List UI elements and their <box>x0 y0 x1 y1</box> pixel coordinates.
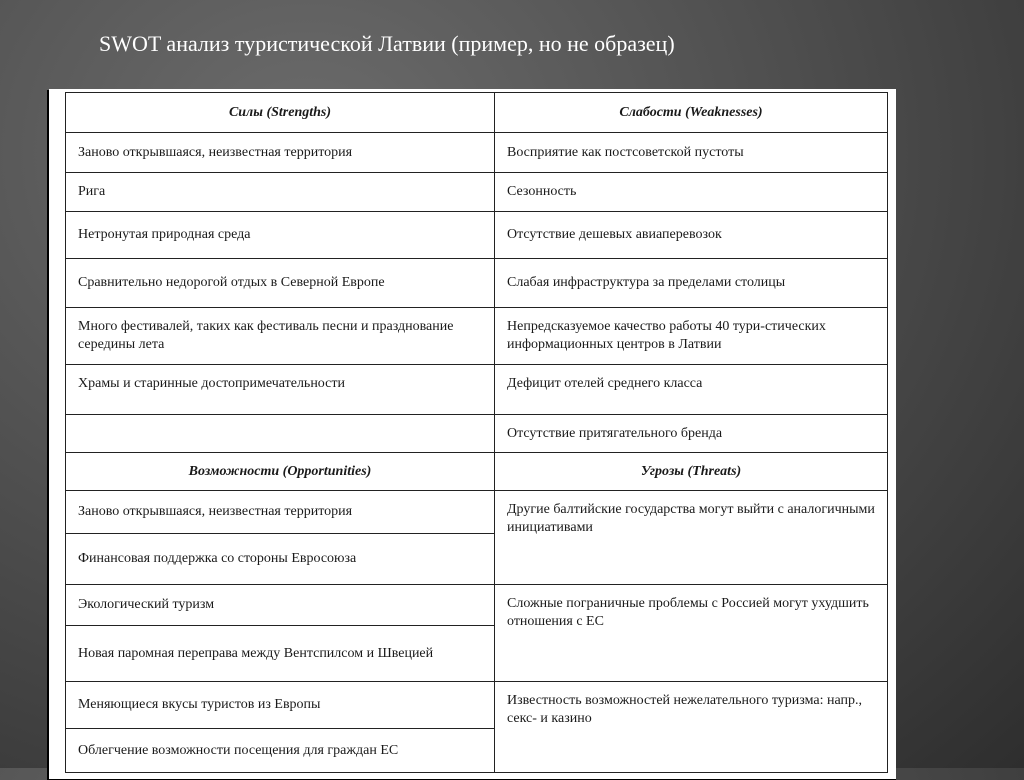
swot-document <box>49 89 896 779</box>
table-row <box>66 133 888 173</box>
threat-cell: Известность возможностей нежелательного туризма: напр., секс- и казино <box>495 682 888 773</box>
opportunity-cell: Меняющиеся вкусы туристов из Европы <box>66 682 495 729</box>
strength-cell: Рига <box>66 173 495 212</box>
opportunity-cell: Облегчение возможности посещения для граждан ЕС <box>66 729 495 773</box>
threat-cell: Другие балтийские государства могут выйти с аналогичными инициативами <box>495 491 888 585</box>
strength-cell: Много фестивалей, таких как фестиваль песни и празднование середины лета <box>66 308 495 365</box>
header-opportunities: Возможности (Opportunities) <box>66 453 495 491</box>
opportunity-cell: Финансовая поддержка со стороны Евросоюза <box>66 534 495 585</box>
table-row <box>66 682 888 729</box>
weakness-cell: Дефицит отелей среднего класса <box>495 365 888 415</box>
strength-cell: Заново открывшаяся, неизвестная территория <box>66 133 495 173</box>
header-strengths: Силы (Strengths) <box>66 93 495 133</box>
opportunity-cell: Заново открывшаяся, неизвестная территория <box>66 491 495 534</box>
weakness-cell: Отсутствие дешевых авиаперевозок <box>495 212 888 259</box>
table-row <box>66 212 888 259</box>
strength-cell: Сравнительно недорогой отдых в Северной Европе <box>66 259 495 308</box>
slide-title: SWOT анализ туристической Латвии (пример, но не образец) <box>99 31 675 56</box>
table-row <box>66 415 888 453</box>
table-row <box>66 308 888 365</box>
threat-cell: Сложные пограничные проблемы с Россией могут ухудшить отношения с ЕС <box>495 585 888 682</box>
swot-table <box>65 92 888 773</box>
weakness-cell: Сезонность <box>495 173 888 212</box>
table-row <box>66 259 888 308</box>
table-row <box>66 453 888 491</box>
header-weaknesses: Слабости (Weaknesses) <box>495 93 888 133</box>
table-row <box>66 173 888 212</box>
strength-cell-empty <box>66 415 495 453</box>
table-row <box>66 585 888 626</box>
strength-cell: Храмы и старинные достопримечательности <box>66 365 495 415</box>
weakness-cell: Восприятие как постсоветской пустоты <box>495 133 888 173</box>
strength-cell: Нетронутая природная среда <box>66 212 495 259</box>
opportunity-cell: Новая паромная переправа между Вентспилсом и Швецией <box>66 626 495 682</box>
header-threats: Угрозы (Threats) <box>495 453 888 491</box>
weakness-cell: Отсутствие притягательного бренда <box>495 415 888 453</box>
opportunity-cell: Экологический туризм <box>66 585 495 626</box>
weakness-cell: Непредсказуемое качество работы 40 тури-стических информационных центров в Латвии <box>495 308 888 365</box>
table-row <box>66 93 888 133</box>
table-row <box>66 491 888 534</box>
table-row <box>66 365 888 415</box>
weakness-cell: Слабая инфраструктура за пределами столицы <box>495 259 888 308</box>
